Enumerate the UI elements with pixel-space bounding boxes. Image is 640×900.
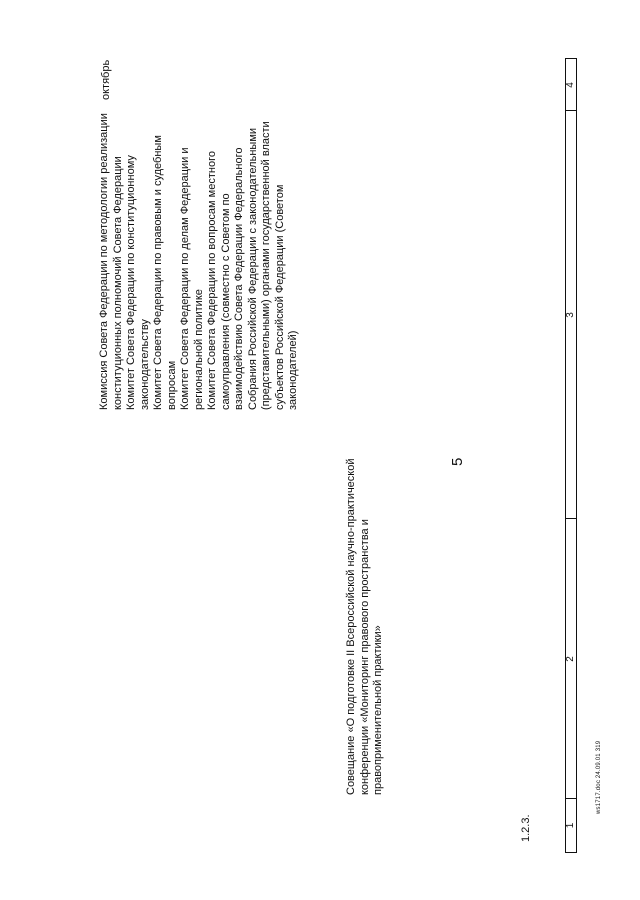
row-responsible: Комиссия Совета Федерации по методологии реализации конституционных полномочий Совета Федерации Комитет Совета Федерации по конституционному законодательству Комитет Совета Федерации по правовым и судебным вопросам Комитет Совета Федерации по делам Федерации и региональной политике Комитет Совета Федерации по вопросам местного самоуправления (совместно с Советом по взаимодействию Совета Федерации Федерального Собрания Российской Федерации с законодательными (представительными) органами государственной власти субъектов Российской Федерации (Советом законодателей) <box>98 113 299 410</box>
column-header-2: 2 <box>566 518 576 799</box>
page-number: 5 <box>449 457 466 466</box>
table-header-row <box>565 58 577 853</box>
file-footnote: ws1717.doc 24.09.01 319 <box>596 740 602 814</box>
row-description: Совещание «О подготовке II Всероссийской научно-практической конференции «Мониторинг правового пространства и правоприменительной практики» <box>345 458 384 795</box>
row-term: октябрь <box>100 59 112 100</box>
column-header-4: 4 <box>565 82 576 88</box>
column-header-3: 3 <box>566 110 576 519</box>
row-number: 1.2.3. <box>520 814 532 842</box>
column-header-1: 1 <box>566 798 576 852</box>
